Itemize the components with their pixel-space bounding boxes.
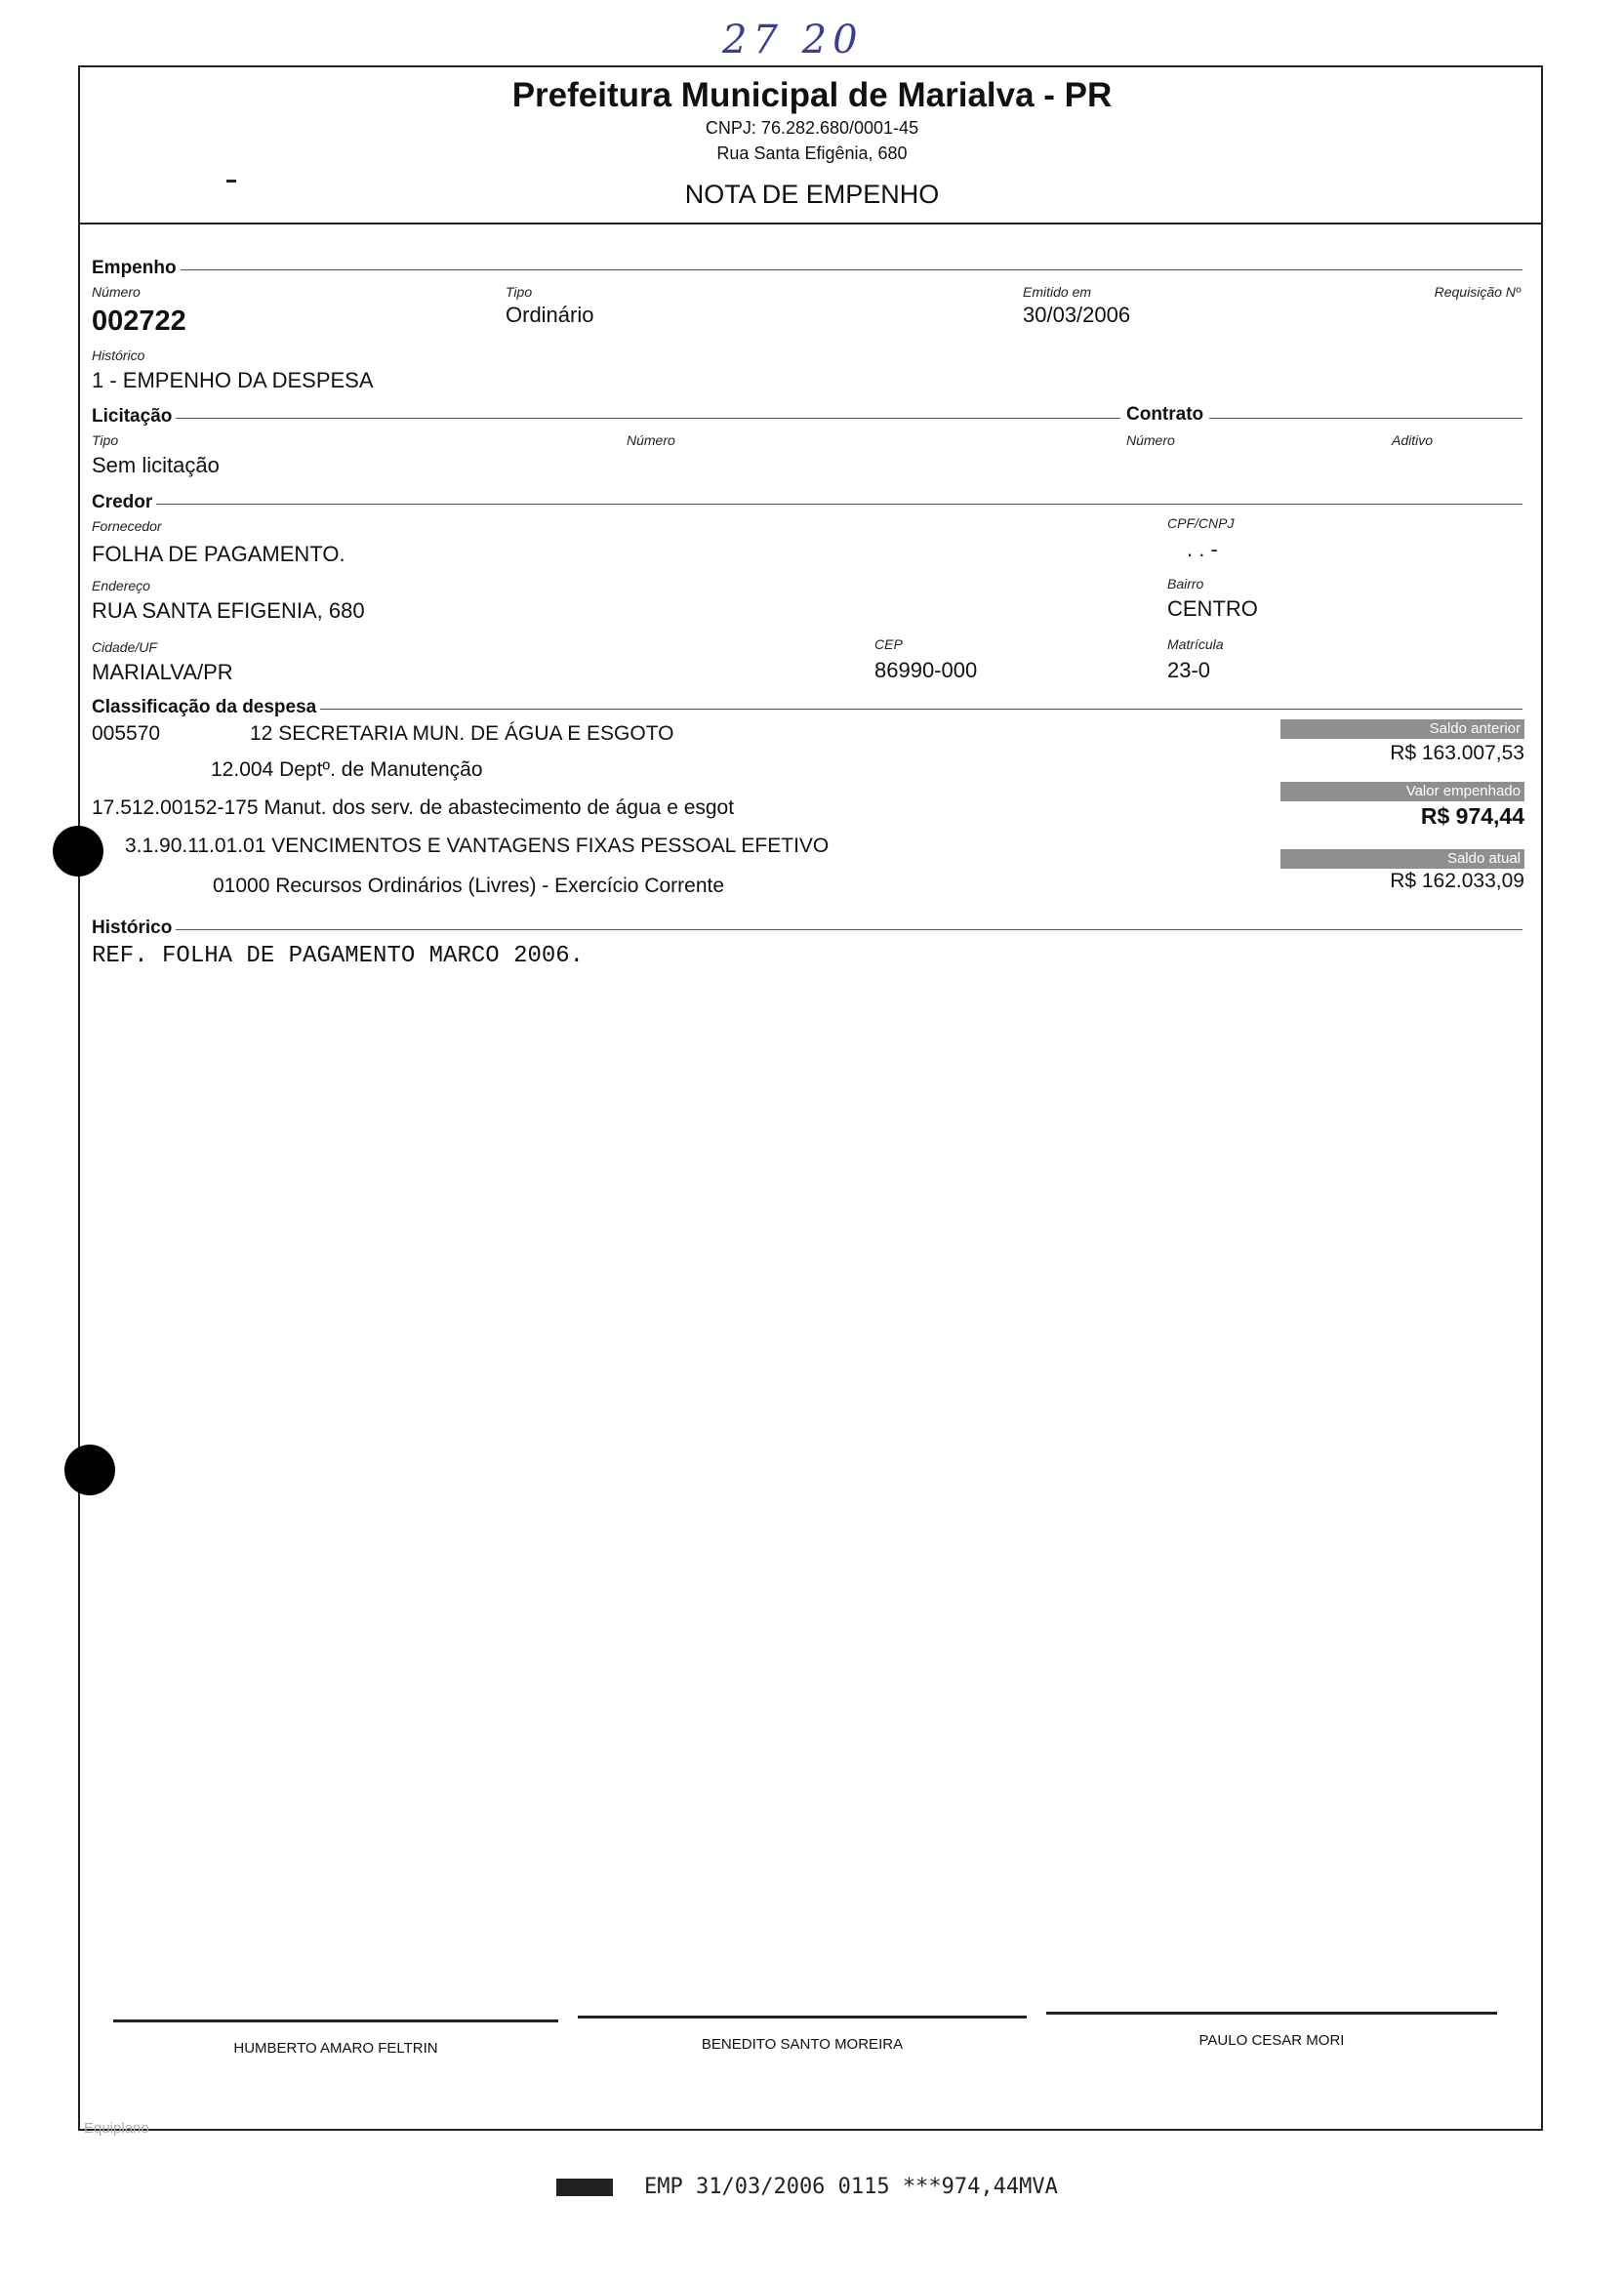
punch-hole-bottom [64,1445,115,1495]
document-title: NOTA DE EMPENHO [684,180,940,209]
saldo-atual-value: R$ 162.033,09 [1390,870,1524,892]
signature-name-2: BENEDITO SANTO MOREIRA [701,2036,904,2053]
printer-logo [556,2179,613,2196]
software-name: Equiplano [84,2120,149,2137]
section-contrato: Contrato [1120,404,1209,426]
licitacao-rule [92,418,1522,419]
historico-label: Histórico [92,347,145,363]
valor-empenhado-label: Valor empenhado [1280,782,1524,801]
empenho-number: 002722 [92,306,186,337]
saldo-anterior-label: Saldo anterior [1280,719,1524,739]
credor-rule [92,504,1522,505]
signature-line-2 [578,2016,1027,2019]
classificacao-natureza: 3.1.90.11.01.01 VENCIMENTOS E VANTAGENS FIXAS PESSOAL EFETIVO [125,835,830,857]
section-empenho: Empenho [92,258,181,279]
fornecedor-value: FOLHA DE PAGAMENTO. [92,542,345,566]
cidade-label: Cidade/UF [92,639,157,655]
section-historico: Histórico [92,918,176,939]
licitacao-tipo-value: Sem licitação [92,453,220,477]
classificacao-unidade: 12.004 Deptº. de Manutenção [211,758,483,781]
historico-value: 1 - EMPENHO DA DESPESA [92,368,374,392]
address-text: Rua Santa Efigênia, 680 [716,143,908,163]
section-classificacao: Classificação da despesa [92,697,320,718]
saldo-atual-label: Saldo atual [1280,849,1524,869]
scan-mark [226,180,236,183]
licitacao-tipo-label: Tipo [92,432,119,448]
historico-text: REF. FOLHA DE PAGAMENTO MARCO 2006. [92,943,585,969]
emitido-label: Emitido em [1023,284,1092,300]
fornecedor-label: Fornecedor [92,518,162,534]
bairro-label: Bairro [1167,576,1204,591]
cep-label: CEP [874,636,903,652]
numero-label: Número [92,284,141,300]
classificacao-orgao: 12 SECRETARIA MUN. DE ÁGUA E ESGOTO [250,722,674,745]
tipo-label: Tipo [506,284,533,300]
cpf-label: CPF/CNPJ [1167,515,1235,531]
matricula-label: Matrícula [1167,636,1224,652]
header-divider [78,223,1543,224]
punch-hole-top [53,826,103,877]
classificacao-funcional: 17.512.00152-175 Manut. dos serv. de abastecimento de água e esgot [92,796,735,819]
emitido-value: 30/03/2006 [1023,303,1131,327]
municipality-title: Prefeitura Municipal de Marialva - PR [511,76,1113,114]
cnpj-text: CNPJ: 76.282.680/0001-45 [705,118,919,138]
saldo-anterior-value: R$ 163.007,53 [1390,742,1524,764]
requisicao-label: Requisição Nº [1434,284,1521,300]
cpf-value: . . - [1187,537,1218,561]
cep-value: 86990-000 [874,658,978,682]
handwritten-page-number: 27 20 [722,18,864,62]
licitacao-numero-label: Número [627,432,675,448]
signature-name-3: PAULO CESAR MORI [1198,2032,1345,2049]
section-licitacao: Licitação [92,406,176,428]
empenho-rule [92,269,1522,270]
mechanical-stamp: EMP 31/03/2006 0115 ***974,44MVA [644,2175,1058,2199]
tipo-value: Ordinário [506,303,594,327]
cidade-value: MARIALVA/PR [92,660,233,684]
historico-rule [92,929,1522,930]
classificacao-codigo: 005570 [92,722,161,745]
signature-line-1 [113,2019,558,2022]
contrato-numero-label: Número [1126,432,1175,448]
endereco-value: RUA SANTA EFIGENIA, 680 [92,598,365,623]
signature-line-3 [1046,2012,1497,2015]
endereco-label: Endereço [92,578,150,593]
bairro-value: CENTRO [1167,596,1258,621]
matricula-value: 23-0 [1167,658,1211,682]
section-credor: Credor [92,492,156,513]
contrato-aditivo-label: Aditivo [1392,432,1434,448]
valor-empenhado-value: R$ 974,44 [1420,803,1524,829]
signature-name-1: HUMBERTO AMARO FELTRIN [233,2040,438,2057]
classificacao-fonte: 01000 Recursos Ordinários (Livres) - Exercício Corrente [213,875,725,897]
